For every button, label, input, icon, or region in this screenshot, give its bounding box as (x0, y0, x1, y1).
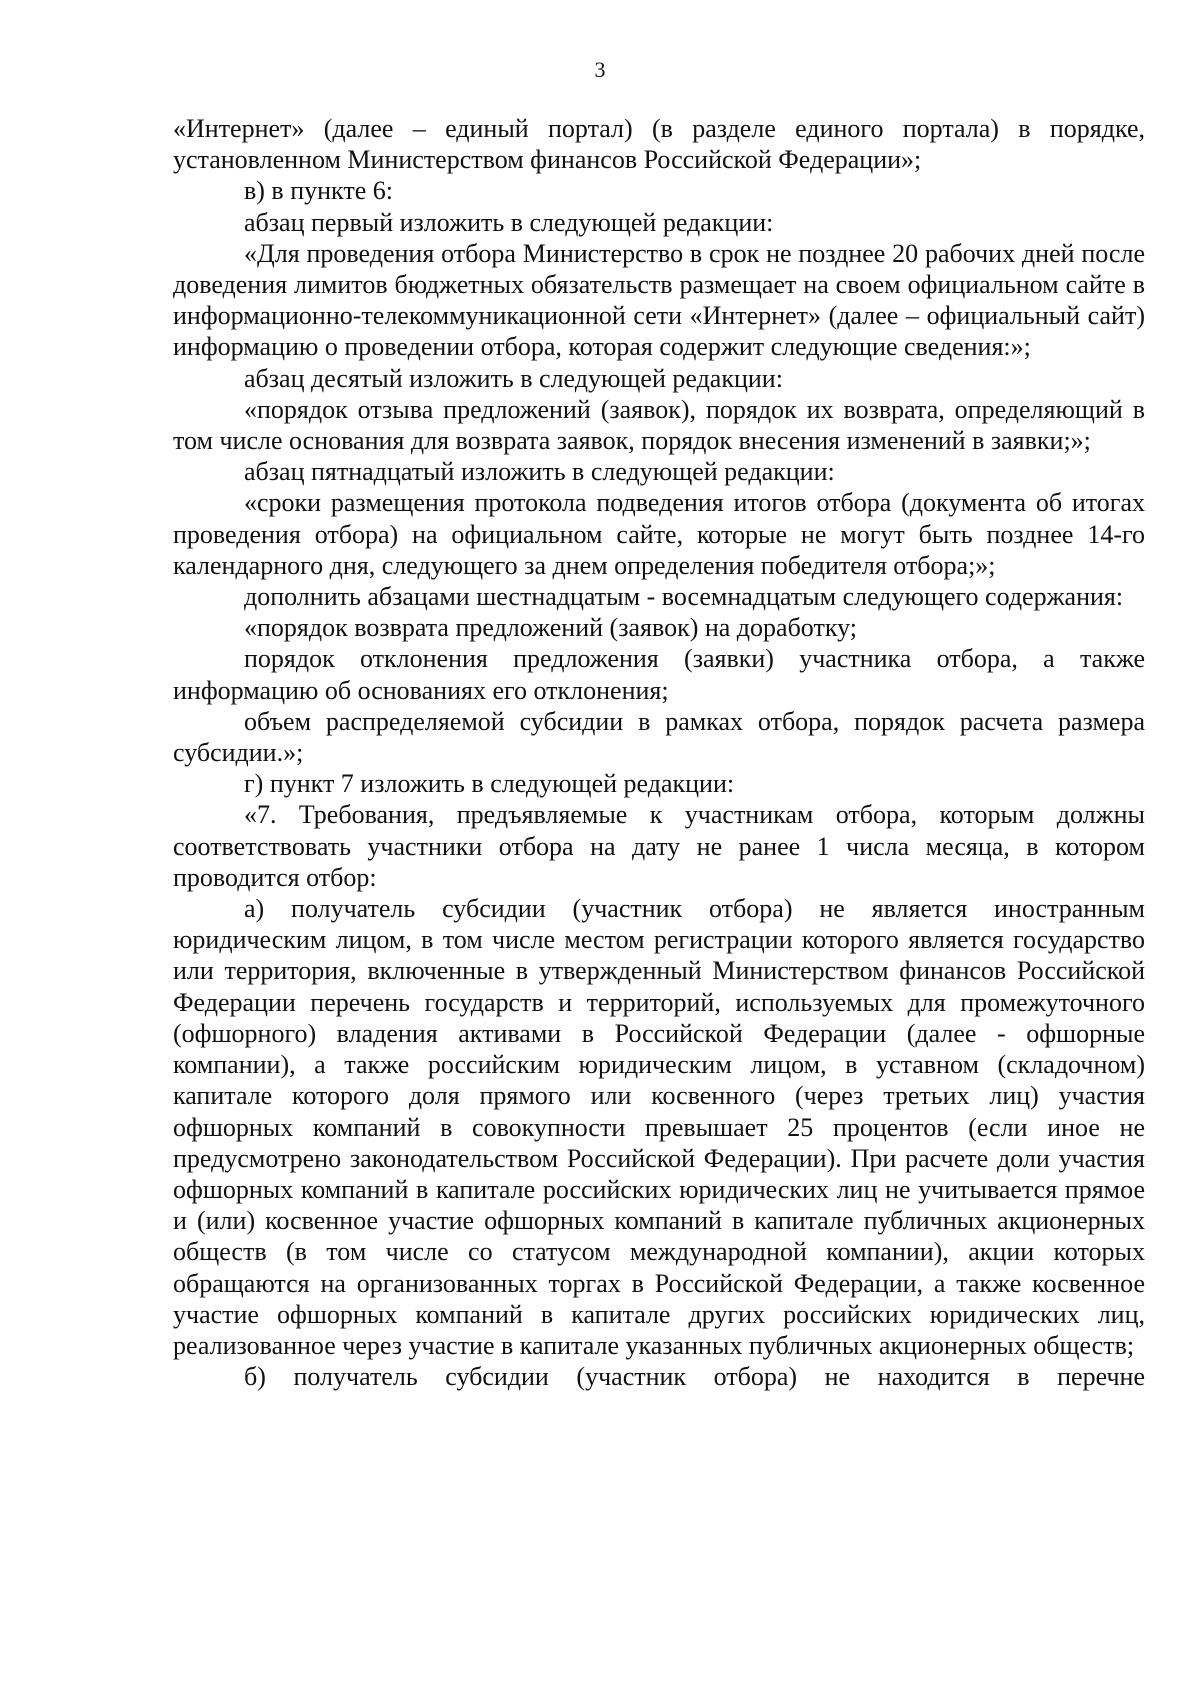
paragraph: абзац десятый изложить в следующей редакции: (244, 363, 783, 393)
paragraph: «7. Требования, предъявляемые к участникам отбора, которым должны соответствовать участники отбора на дату не ранее 1 числа месяца, в котором проводится отбор: (173, 800, 1145, 892)
paragraph: объем распределяемой субсидии в рамках отбора, порядок расчета размера субсидии.»; (173, 706, 1145, 768)
paragraph: абзац первый изложить в следующей редакции: (244, 207, 774, 237)
page-number: 3 (594, 57, 606, 82)
paragraph: а) получатель субсидии (участник отбора) не является иностранным юридическим лицом, в том числе местом регистрации которого является государство или территория, включенные в утвержденный Министерством финансов Российской Федерации перечень государств и территорий, используемых для промежуточного (офшорного) владения активами в Российской Федерации (далее - офшорные компании), а также российским юридическим лицом, в уставном (складочном) капитале которого доля прямого или косвенного (через третьих лиц) участия офшорных компаний в совокупности превышает 25 процентов (если иное не предусмотрено законодательством Российской Федерации). При расчете доли участия офшорных компаний в капитале российских юридических лиц не учитывается прямое и (или) косвенное участие офшорных компаний в капитале публичных акционерных обществ (в том числе со статусом международной компании), акции которых обращаются на организованных торгах в Российской Федерации, а также косвенное участие офшорных компаний в капитале других российских юридических лиц, реализованное через участие в капитале указанных публичных акционерных обществ; (173, 894, 1145, 1360)
paragraph: «сроки размещения протокола подведения итогов отбора (документа об итогах проведения отбора) на официальном сайте, которые не могут быть позднее 14-го календарного дня, следующего за днем определения победителя отбора;»; (173, 488, 1145, 580)
paragraph: б) получатель субсидии (участник отбора) не находится в перечне (244, 1362, 1145, 1392)
paragraph: абзац пятнадцатый изложить в следующей редакции: (244, 457, 835, 487)
paragraph: «порядок возврата предложений (заявок) на доработку; (244, 613, 857, 643)
paragraph: г) пункт 7 изложить в следующей редакции: (244, 769, 735, 799)
paragraph: в) в пункте 6: (244, 176, 393, 206)
paragraph: «Интернет» (далее – единый портал) (в разделе единого портала) в порядке, установленном Министерством финансов Российской Федерации»; (173, 114, 1145, 175)
paragraph: «порядок отзыва предложений (заявок), порядок их возврата, определяющий в том числе основания для возврата заявок, порядок внесения изменений в заявки;»; (173, 394, 1145, 456)
paragraph: дополнить абзацами шестнадцатым - восемнадцатым следующего содержания: (244, 582, 1124, 612)
document-body (173, 113, 1145, 1392)
paragraph: «Для проведения отбора Министерство в срок не позднее 20 рабочих дней после доведения лимитов бюджетных обязательств размещает на своем официальном сайте в информационно-телекоммуникационной сети «Интернет» (далее – официальный сайт) информацию о проведении отбора, которая содержит следующие сведения:»; (173, 238, 1145, 362)
paragraph: порядок отклонения предложения (заявки) участника отбора, а также информацию об основаниях его отклонения; (173, 644, 1145, 705)
